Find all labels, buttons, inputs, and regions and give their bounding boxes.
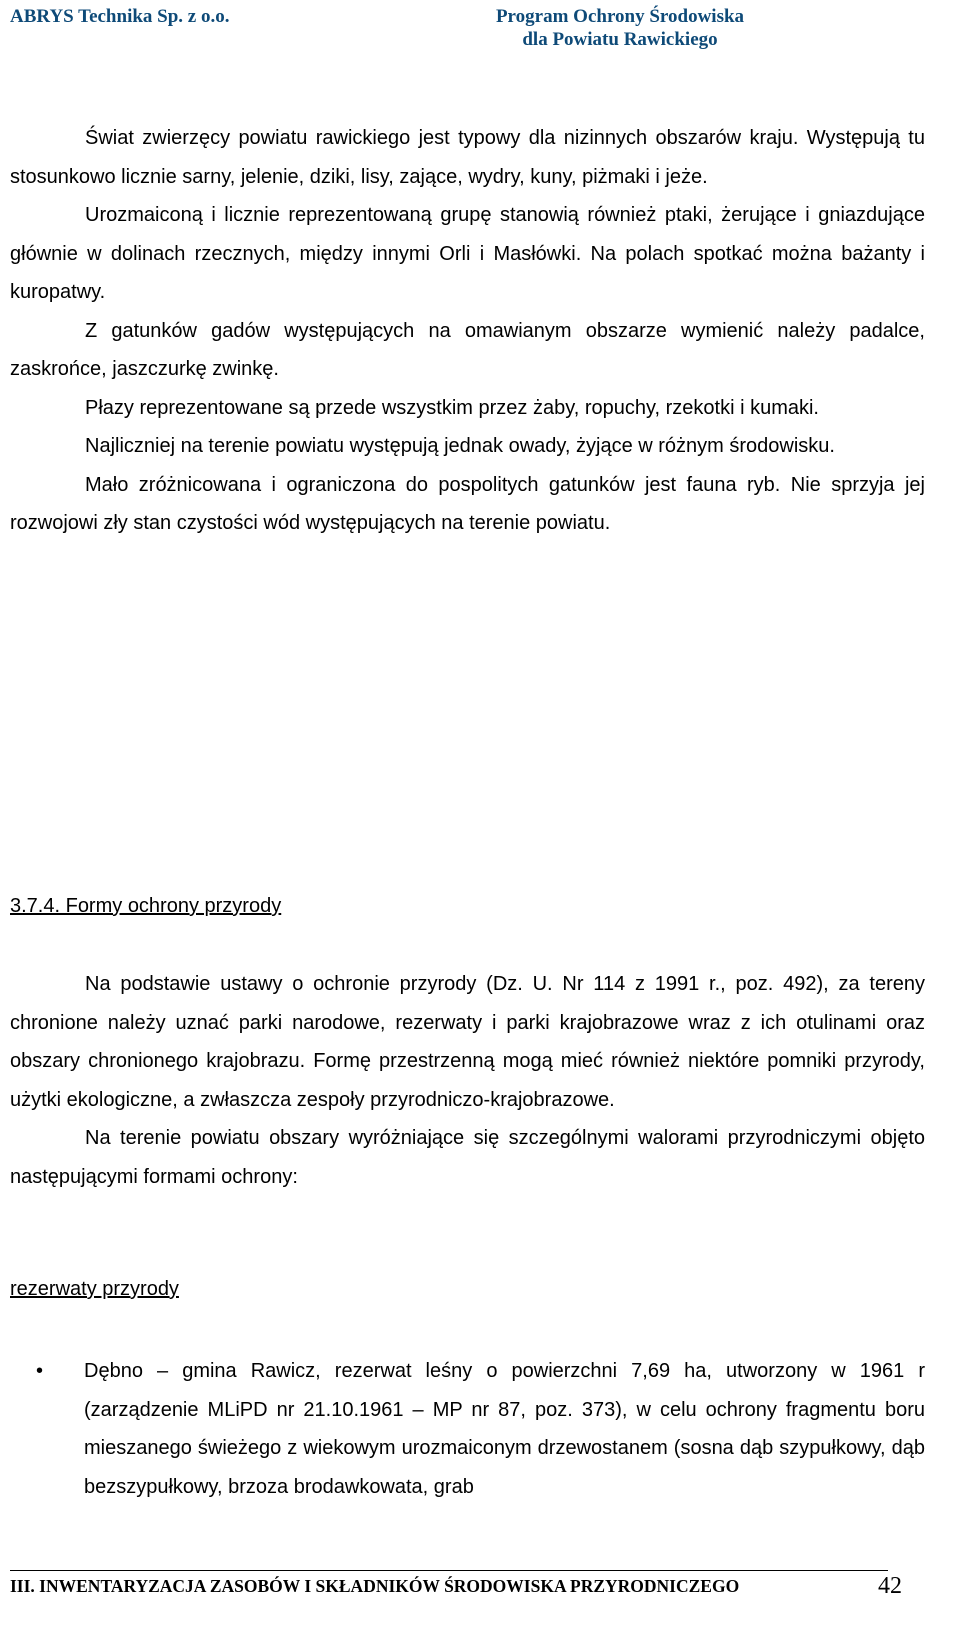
paragraph-protection-forms: Na terenie powiatu obszary wyróżniające się szczególnymi walorami przyrodniczymi objęto następującymi formami ochrony: xyxy=(10,1127,925,1188)
footer-chapter: III. INWENTARYZACJA ZASOBÓW I SKŁADNIKÓW ŚRODOWISKA PRZYRODNICZEGO xyxy=(10,1576,740,1596)
list-item xyxy=(10,1352,925,1506)
paragraph-insects: Najliczniej na terenie powiatu występują jednak owady, żyjące w różnym środowisku. xyxy=(85,435,835,457)
fauna-section xyxy=(10,119,925,543)
page-number: 42 xyxy=(878,1573,902,1599)
paragraph-birds: Urozmaiconą i licznie reprezentowaną grupę stanowią również ptaki, żerujące i gniazdujące głównie w dolinach rzecznych, między innymi Orli i Masłówki. Na polach spotkać można bażanty i kuropatwy. xyxy=(10,204,925,303)
header-program xyxy=(460,5,780,51)
footer-divider xyxy=(10,1570,888,1571)
list-item-text: Dębno – gmina Rawicz, rezerwat leśny o powierzchni 7,69 ha, utworzony w 1961 r (zarządzenie MLiPD nr 21.10.1961 – MP nr 87, poz. 373), w celu ochrony fragmentu boru mieszanego świeżego z wiekowym urozmaiconym drzewostanem (sosna dąb szypułkowy, dąb bezszypułkowy, brzoza brodawkowata, grab xyxy=(84,1360,925,1498)
paragraph-fish: Mało zróżnicowana i ograniczona do pospolitych gatunków jest fauna ryb. Nie sprzyja jej rozwojowi zły stan czystości wód występujących na terenie powiatu. xyxy=(10,473,925,534)
bullet-icon: • xyxy=(36,1360,44,1382)
paragraph-reptiles: Z gatunków gadów występujących na omawianym obszarze wymienić należy padalce, zaskrońce, jaszczurkę zwinkę. xyxy=(10,319,925,380)
header-program-line2: dla Powiatu Rawickiego xyxy=(522,29,718,50)
paragraph-legal-basis: Na podstawie ustawy o ochronie przyrody (Dz. U. Nr 114 z 1991 r., poz. 492), za tereny chronione należy uznać parki narodowe, rezerwaty i parki krajobrazowe wraz z ich otulinami oraz obszary chronionego krajobrazu. Formę przestrzenną mogą mieć również niektóre pomniki przyrody, użytki ekologiczne, a zwłaszcza zespoły przyrodniczo-krajobrazowe. xyxy=(10,973,925,1111)
paragraph-animals: Świat zwierzęcy powiatu rawickiego jest typowy dla nizinnych obszarów kraju. Występują tu stosunkowo licznie sarny, jelenie, dziki, lisy, zające, wydry, kuny, piżmaki i jeże. xyxy=(10,127,925,188)
header-program-line1: Program Ochrony Środowiska xyxy=(495,6,745,27)
header-company: ABRYS Technika Sp. z o.o. xyxy=(10,6,230,27)
protection-section xyxy=(10,965,925,1196)
subheading-nature-reserves: rezerwaty przyrody xyxy=(10,1278,179,1300)
section-heading: 3.7.4. Formy ochrony przyrody xyxy=(10,895,282,917)
reserves-list xyxy=(10,1352,925,1506)
paragraph-amphibians: Płazy reprezentowane są przede wszystkim przez żaby, ropuchy, rzekotki i kumaki. xyxy=(85,396,819,419)
